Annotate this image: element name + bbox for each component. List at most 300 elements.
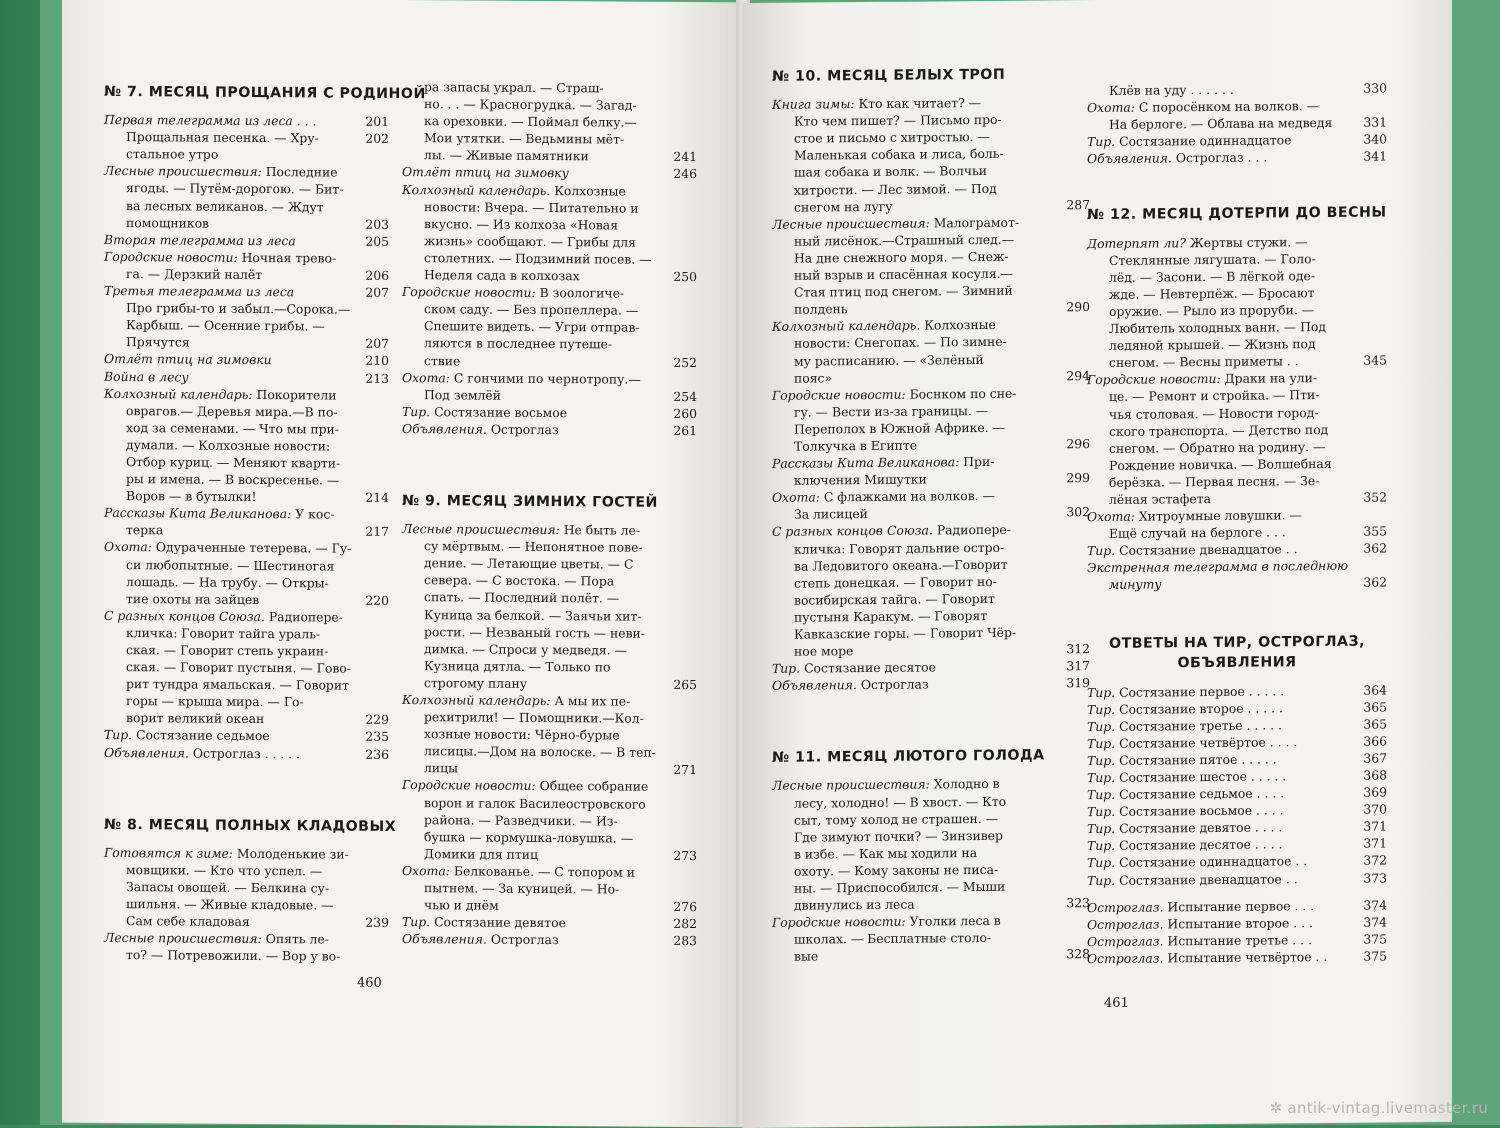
toc-page-number: 374 xyxy=(1353,896,1387,913)
toc-entry-text: С разных концов Союза. Радиопере- xyxy=(104,607,355,626)
toc-entry xyxy=(402,554,697,573)
toc-page-number: 239 xyxy=(355,914,389,931)
toc-entry-text: Переполох в Южной Африке. — xyxy=(772,418,1056,438)
toc-entry-text: Городские новости: Общее собрание xyxy=(402,776,663,795)
toc-entry xyxy=(104,214,389,233)
toc-entry xyxy=(1087,869,1387,889)
toc-entry-text: Отбор куриц. — Меняют кварти- xyxy=(104,453,355,472)
toc-entry xyxy=(402,317,697,336)
toc-entry xyxy=(402,146,697,165)
toc-page-number: 236 xyxy=(355,745,389,762)
toc-page-number: 290 xyxy=(1056,298,1090,315)
toc-entry xyxy=(104,231,389,250)
toc-entry-text: лёд. — Засони. — В лёгкой оде- xyxy=(1087,267,1353,286)
toc-entry-text: ворит великий океан xyxy=(104,709,355,728)
toc-page-number: 213 xyxy=(355,369,389,386)
toc-entry-text: Тир. Состязание девятое . . . . xyxy=(1087,818,1353,837)
toc-entry-text: Книга зимы: Кто как читает? — xyxy=(772,93,1056,113)
toc-entry xyxy=(104,538,389,557)
toc-entry-text: ская. — Говорит степь украин- xyxy=(104,641,355,660)
toc-entry xyxy=(402,862,697,881)
toc-entry-text: Охота: Белкованье. — С топором и xyxy=(402,862,663,881)
toc-entry xyxy=(104,929,389,948)
toc-entry-text: Лесные происшествия: Холодно в xyxy=(772,775,1056,795)
toc-page-number: 374 xyxy=(1353,913,1387,930)
toc-entry-text: Объявления. Остроглаз . . . xyxy=(1087,148,1353,167)
toc-entry xyxy=(104,179,389,198)
toc-entry-text: горы — крыша мира. — Го- xyxy=(104,692,355,711)
toc-entry-text: степь донецкая. — Говорит но- xyxy=(772,572,1056,592)
toc-entry-text: столетних. — Подзимний посев. — xyxy=(402,249,663,268)
toc-entry-text: Городские новости: В зоологиче- xyxy=(402,283,663,302)
toc-entry-text: рехитрили! — Помощники.—Кол- xyxy=(402,708,663,727)
toc-page-number: 206 xyxy=(355,267,389,284)
toc-entry-text: Тир. Состязание десятое . . . . xyxy=(1087,835,1353,854)
toc-page-number: 331 xyxy=(1353,114,1387,131)
toc-entry-text: ход за семенами. — Что мы при- xyxy=(104,419,355,438)
toc-entry-text: Тир. Состязание пятое . . . . . xyxy=(1087,750,1353,769)
toc-entry xyxy=(104,470,389,489)
toc-entry-text: си любопытные. — Шестиногая xyxy=(104,555,355,574)
toc-page-number: 373 xyxy=(1353,869,1387,886)
toc-entry-text: Кто чем пишет? — Письмо про- xyxy=(772,111,1056,131)
toc-page-number: 241 xyxy=(663,148,697,165)
toc-page-number: 250 xyxy=(663,268,697,285)
toc-entry-text: строгому плану xyxy=(402,674,663,693)
toc-entry-text: ледяной крышей. — Жизнь под xyxy=(1087,335,1353,354)
toc-entry-text: рости. — Незваный гость — неви- xyxy=(402,623,663,642)
toc-entry-text: Отлёт птиц на зимовку xyxy=(402,163,663,182)
toc-entry-text: пустыня Каракум. — Говорят xyxy=(772,606,1056,626)
toc-entry xyxy=(104,878,389,897)
toc-entry xyxy=(402,266,697,285)
toc-entry xyxy=(402,198,697,217)
toc-entry-text: восибирская тайга. — Говорит xyxy=(772,589,1056,609)
toc-entry xyxy=(402,845,697,864)
toc-entry-text: Лесные происшествия: Опять ле- xyxy=(104,929,355,948)
right-page-column-2 xyxy=(1087,79,1387,967)
toc-entry xyxy=(402,794,697,813)
toc-entry xyxy=(104,385,389,404)
toc-entry-text: ны. — Приспособился. — Мыши xyxy=(772,877,1056,897)
toc-entry xyxy=(104,844,389,863)
toc-page-number: 367 xyxy=(1353,749,1387,766)
toc-entry xyxy=(402,623,697,642)
toc-entry-text: Городские новости: Уголки леса в xyxy=(772,912,1056,932)
toc-entry-text: За лисицей xyxy=(772,504,1056,524)
toc-entry xyxy=(1087,947,1387,967)
toc-entry-text: Третья телеграмма из леса xyxy=(104,282,355,301)
toc-entry-text: в избе. — Как мы ходили на xyxy=(772,843,1056,863)
toc-entry xyxy=(104,743,389,762)
right-page-number: 461 xyxy=(1104,996,1129,1011)
toc-entry-text: вые xyxy=(772,946,1056,966)
toc-entry-text: ное море xyxy=(772,640,1056,660)
toc-entry xyxy=(402,811,697,830)
toc-entry-text: Неделя сада в колхозах xyxy=(402,266,663,285)
toc-entry xyxy=(402,657,697,676)
toc-entry-text: Охота: Одураченные тетерева. — Гу- xyxy=(104,538,355,557)
toc-page-number: 203 xyxy=(355,215,389,232)
toc-entry xyxy=(104,573,389,592)
toc-entry-text: Тир. Состязание шестое . . . . . xyxy=(1087,767,1353,786)
toc-entry-text: Тир. Состязание третье . . . . . xyxy=(1087,715,1353,734)
toc-entry xyxy=(104,453,389,472)
toc-entry-text: Прощальная песенка. — Хру- xyxy=(104,128,355,147)
toc-entry-text: ный взрыв и спасённая косуля.— xyxy=(772,264,1056,284)
toc-entry-text: снегом. — Весны приметы . . xyxy=(1087,352,1353,371)
toc-entry-text: ра запасы украл. — Страш- xyxy=(402,78,663,97)
toc-entry-text: Спешите видеть. — Угри отправ- xyxy=(402,317,663,336)
toc-page-number: 352 xyxy=(1353,488,1387,505)
toc-entry xyxy=(402,640,697,659)
toc-entry-text: Охота: С флажками на волков. — xyxy=(772,487,1056,507)
toc-entry-text: двинулись из леса xyxy=(772,894,1056,914)
toc-entry-text: рит тундра ямальская. — Говорит xyxy=(104,675,355,694)
toc-entry-text: Тир. Состязание восьмое xyxy=(402,403,663,422)
toc-entry-text: пытнем. — За куницей. — Но- xyxy=(402,879,663,898)
toc-entry xyxy=(104,350,389,369)
toc-entry-text: охоту. — Кому законы не писа- xyxy=(772,860,1056,880)
toc-entry xyxy=(104,641,389,660)
toc-entry-text: Экстренная телеграмма в последнюю xyxy=(1087,557,1353,576)
toc-entry xyxy=(104,333,389,352)
toc-entry-text: Вторая телеграмма из леса xyxy=(104,231,355,250)
toc-page-number: 375 xyxy=(1353,947,1387,964)
toc-entry-text: пояс» xyxy=(772,367,1056,387)
toc-entry xyxy=(402,606,697,625)
toc-entry-text: снегом. — Обратно на родину. — xyxy=(1087,437,1353,456)
toc-entry xyxy=(402,759,697,778)
watermark: ✲ antik-vintag.livemaster.ru xyxy=(1270,1099,1489,1117)
toc-entry-text: Тир. Состязание одиннадцатое xyxy=(1087,131,1353,150)
toc-entry-text: стальное утро xyxy=(104,145,355,164)
toc-entry xyxy=(1087,148,1387,168)
right-page-column-1 xyxy=(772,66,1090,965)
toc-page-number: 362 xyxy=(1353,540,1387,557)
toc-entry xyxy=(402,386,697,405)
toc-entry xyxy=(402,896,697,915)
toc-entry-text: Тир. Состязание десятое xyxy=(772,658,1056,678)
toc-entry-text: спать. — Последний полёт. — xyxy=(402,588,663,607)
toc-entry-text: С разных концов Союза. Радиопере- xyxy=(772,521,1056,541)
toc-entry-text: шильня. — Живые кладовые. — xyxy=(104,895,355,914)
toc-entry-text: Ещё случай на берлоге . . . xyxy=(1087,523,1353,542)
toc-entry xyxy=(402,352,697,371)
toc-entry-text: Любитель холодных ванн. — Под xyxy=(1087,318,1353,337)
toc-entry-text: Объявления. Остроглаз xyxy=(402,930,663,949)
toc-page-number: 235 xyxy=(355,728,389,745)
toc-entry-text: кличка: Говорят дальние остро- xyxy=(772,538,1056,558)
toc-entry xyxy=(402,674,697,693)
toc-entry xyxy=(1087,574,1387,594)
toc-entry-text: стое и письмо с хитростью. — xyxy=(772,128,1056,148)
toc-entry xyxy=(104,590,389,609)
toc-entry-text: Рассказы Кита Великанова: У кос- xyxy=(104,504,355,523)
toc-entry-text: ва лесных великанов. — Ждут xyxy=(104,196,355,215)
toc-page-number: 283 xyxy=(663,932,697,949)
toc-entry-text: Кавказские горы. — Говорит Чёр- xyxy=(772,623,1056,643)
toc-page-number: 366 xyxy=(1353,732,1387,749)
toc-entry-text: лёная эстафета xyxy=(1087,489,1353,508)
toc-page-number: 207 xyxy=(355,284,389,301)
toc-entry-text: школах. — Бесплатные столо- xyxy=(772,929,1056,949)
toc-entry-text: Кузница дятла. — Только по xyxy=(402,657,663,676)
toc-entry xyxy=(402,283,697,302)
toc-page-number: 296 xyxy=(1056,435,1090,452)
toc-page-number: 369 xyxy=(1353,784,1387,801)
toc-entry-text: Сам себе кладовая xyxy=(104,912,355,931)
toc-page-number: 375 xyxy=(1353,930,1387,947)
toc-entry-text: ключения Мишутки xyxy=(772,470,1056,490)
toc-entry-text: ры и имена. — В воскресенье. — xyxy=(104,470,355,489)
toc-page-number: 365 xyxy=(1353,698,1387,715)
toc-entry-text: думали. — Колхозные новости: xyxy=(104,436,355,455)
toc-page-number: 260 xyxy=(663,405,697,422)
toc-entry-text: оврагов.— Деревья мира.—В по- xyxy=(104,402,355,421)
section-heading: № 8. МЕСЯЦ ПОЛНЫХ КЛАДОВЫХ xyxy=(104,817,389,836)
toc-entry-text: лошадь. — На трубу. — Откры- xyxy=(104,573,355,592)
toc-entry-text: но. . . — Красногрудка. — Загад- xyxy=(402,95,663,114)
toc-entry-text: ва Ледовитого океана.—Говорит xyxy=(772,555,1056,575)
toc-entry xyxy=(402,300,697,319)
toc-entry xyxy=(104,436,389,455)
toc-entry-text: берёзка. — Первая песня. — Зе- xyxy=(1087,472,1353,491)
toc-entry-text: Охота: Хитроумные ловушки. — xyxy=(1087,506,1353,525)
toc-entry-text: шая собака и волк. — Волчьи xyxy=(772,162,1056,182)
toc-entry xyxy=(402,369,697,388)
toc-entry xyxy=(104,316,389,335)
toc-entry-text: Прячутся xyxy=(104,333,355,352)
toc-entry-text: лисицы.—Дом на волоске. — В теп- xyxy=(402,742,663,761)
section-heading: № 12. МЕСЯЦ ДОТЕРПИ ДО ВЕСНЫ xyxy=(1087,205,1387,225)
toc-entry xyxy=(104,607,389,626)
section-gap xyxy=(1087,165,1387,208)
toc-page-number: 201 xyxy=(355,113,389,130)
toc-entry-text: Первая телеграмма из леса . . . xyxy=(104,111,355,130)
toc-entry-text: Запасы овощей. — Белкина су- xyxy=(104,878,355,897)
toc-entry xyxy=(402,181,697,200)
toc-entry-text: дение. — Летающие цветы. — С xyxy=(402,554,663,573)
toc-entry xyxy=(104,299,389,318)
toc-entry xyxy=(104,367,389,386)
toc-entry xyxy=(104,521,389,540)
toc-entry-text: полдень xyxy=(772,299,1056,319)
left-page-number: 460 xyxy=(357,976,382,991)
toc-page-number: 345 xyxy=(1353,352,1387,369)
toc-entry-text: Лесные происшествия: Последние xyxy=(104,162,355,181)
toc-entry-text: хозные новости: Чёрно-бурые xyxy=(402,725,663,744)
toc-entry-text: Тир. Состязание восьмое . . . . xyxy=(1087,801,1353,820)
toc-entry xyxy=(402,537,697,556)
toc-entry xyxy=(104,128,389,147)
toc-page-number: 252 xyxy=(663,353,697,370)
toc-entry xyxy=(104,282,389,301)
toc-entry-text: тие охоты на зайцев xyxy=(104,590,355,609)
toc-page-number: 323 xyxy=(1056,894,1090,911)
toc-page-number: 287 xyxy=(1056,196,1090,213)
toc-page-number: 271 xyxy=(663,761,697,778)
toc-page-number: 312 xyxy=(1056,640,1090,657)
toc-entry xyxy=(104,675,389,694)
toc-entry xyxy=(772,945,1090,965)
toc-entry-text: Колхозный календарь: А мы их пе- xyxy=(402,691,663,710)
toc-entry-text: Объявления. Остроглаз xyxy=(402,420,663,439)
toc-entry-text: Клёв на уду . . . . . . xyxy=(1087,80,1353,99)
toc-entry-text: бушка — кормушка-ловушка. — xyxy=(402,828,663,847)
toc-page-number: 355 xyxy=(1353,523,1387,540)
toc-entry-text: Городские новости: Боснком по сне- xyxy=(772,384,1056,404)
toc-entry-text: ягоды. — Путём-дорогою. — Бит- xyxy=(104,179,355,198)
toc-entry-text: Тир. Состязание двенадцатое . . xyxy=(1087,540,1353,559)
toc-entry xyxy=(402,403,697,422)
toc-entry xyxy=(104,895,389,914)
toc-page-number: 273 xyxy=(663,847,697,864)
toc-entry-text: Колхозный календарь. Колхозные xyxy=(772,316,1056,336)
toc-entry xyxy=(104,555,389,574)
toc-entry-text: гу. — Вести из-за границы. — xyxy=(772,401,1056,421)
toc-entry-text: Про грибы-то и забыл.—Сорока.— xyxy=(104,299,355,318)
toc-entry xyxy=(402,930,697,949)
section-heading: ОТВЕТЫ НА ТИР, ОСТРОГЛАЗ, ОБЪЯВЛЕНИЯ xyxy=(1087,631,1387,674)
toc-entry-text: терка xyxy=(104,521,355,540)
toc-entry-text: Тир. Состязание седьмое xyxy=(104,726,355,745)
toc-entry-text: вкусно. — Из колхоза «Новая xyxy=(402,215,663,234)
section-gap xyxy=(772,691,1090,750)
toc-page-number: 254 xyxy=(663,388,697,405)
section-heading: № 11. МЕСЯЦ ЛЮТОГО ГОЛОДА xyxy=(772,747,1090,767)
toc-entry xyxy=(104,196,389,215)
toc-entry-text: Тир. Состязание первое . . . . . xyxy=(1087,681,1353,700)
toc-page-number: 261 xyxy=(663,422,697,439)
toc-entry-text: лы. — Живые памятники xyxy=(402,146,663,165)
toc-entry-text: Толкучка в Египте xyxy=(772,435,1056,455)
toc-entry-text: ская. — Говорит пустыня. — Гово- xyxy=(104,658,355,677)
toc-entry-text: района. — Разведчики. — Из- xyxy=(402,811,663,830)
toc-entry xyxy=(402,249,697,268)
toc-page-number: 328 xyxy=(1056,945,1090,962)
toc-entry-text: Тир. Состязание четвёртое . . . . xyxy=(1087,733,1353,752)
toc-entry xyxy=(104,111,389,130)
toc-entry-text: Готовятся к зиме: Молоденькие зи- xyxy=(104,844,355,863)
toc-entry-text: Остроглаз. Испытание второе . . . xyxy=(1087,914,1353,933)
toc-entry-text: це. — Ремонт и стройка. — Пти- xyxy=(1087,386,1353,405)
toc-entry-text: Война в лесу xyxy=(104,367,355,386)
toc-page-number: 368 xyxy=(1353,766,1387,783)
toc-entry-text: новости: Снегопах. — По зимне- xyxy=(772,333,1056,353)
toc-entry-text: кличка: Говорит тайга ураль- xyxy=(104,624,355,643)
toc-entry xyxy=(402,913,697,932)
toc-entry xyxy=(402,112,697,131)
toc-entry-text: Маленькая собака и лиса, боль- xyxy=(772,145,1056,165)
toc-page-number: 220 xyxy=(355,591,389,608)
toc-entry xyxy=(402,879,697,898)
toc-entry-text: минуту xyxy=(1087,574,1353,593)
toc-page-number: 214 xyxy=(355,489,389,506)
toc-entry xyxy=(104,162,389,181)
toc-page-number: 319 xyxy=(1056,674,1090,691)
right-page xyxy=(742,0,1452,1128)
toc-entry-text: Тир. Состязание двенадцатое . . xyxy=(1087,869,1353,888)
toc-entry-text: Остроглаз. Испытание третье . . . xyxy=(1087,931,1353,950)
toc-entry-text: га. — Дерзкий налёт xyxy=(104,265,355,284)
toc-entry-text: Мои утятки. — Ведьмины мёт- xyxy=(402,129,663,148)
toc-entry-text: Объявления. Остроглаз xyxy=(772,675,1056,695)
toc-entry xyxy=(104,265,389,284)
toc-entry-text: Охота: С гончими по чернотропу.— xyxy=(402,369,663,388)
toc-page-number: 217 xyxy=(355,523,389,540)
left-page-column-2 xyxy=(402,78,697,949)
toc-entry-text: жде. — Невтерпёж. — Бросают xyxy=(1087,284,1353,303)
toc-page-number: 229 xyxy=(355,711,389,728)
section-gap xyxy=(104,761,389,819)
toc-entry-text: Под землёй xyxy=(402,386,663,405)
toc-entry-text: ный лисёнок.—Страшный след.— xyxy=(772,230,1056,250)
toc-entry-text: На берлоге. — Облава на медведя xyxy=(1087,114,1353,133)
toc-entry xyxy=(104,624,389,643)
toc-entry xyxy=(402,232,697,251)
toc-page-number: 340 xyxy=(1353,131,1387,148)
toc-entry-text: мовщики. — Кто что успел. — xyxy=(104,861,355,880)
toc-entry-text: димка. — Спроси у медведя. — xyxy=(402,640,663,659)
toc-entry-text: ского транспорта. — Детство под xyxy=(1087,420,1353,439)
toc-entry-text: су мёртвым. — Непонятное пове- xyxy=(402,537,663,556)
toc-entry-text: чью и днём xyxy=(402,896,663,915)
toc-entry xyxy=(402,828,697,847)
toc-entry xyxy=(104,861,389,880)
toc-entry-text: Рассказы Кита Великанова: При- xyxy=(772,452,1056,472)
section-heading: № 7. МЕСЯЦ ПРОЩАНИЯ С РОДИНОЙ xyxy=(104,84,389,103)
toc-entry-text: лицы xyxy=(402,759,663,778)
toc-page-number: 330 xyxy=(1353,79,1387,96)
toc-entry xyxy=(402,776,697,795)
toc-entry-text: Колхозный календарь. Колхозные xyxy=(402,181,663,200)
toc-entry-text: Где зимуют почки? — Зинзивер xyxy=(772,826,1056,846)
toc-entry-text: Лесные происшествия: Не быть ле- xyxy=(402,520,663,539)
section-heading: № 10. МЕСЯЦ БЕЛЫХ ТРОП xyxy=(772,66,1090,86)
toc-entry xyxy=(402,588,697,607)
toc-page-number: 372 xyxy=(1353,852,1387,869)
toc-entry xyxy=(104,402,389,421)
toc-page-number: 207 xyxy=(355,335,389,352)
toc-entry xyxy=(402,742,697,761)
toc-entry-text: ском саду. — Без пропеллера. — xyxy=(402,300,663,319)
toc-page-number: 302 xyxy=(1056,503,1090,520)
toc-page-number: 246 xyxy=(663,165,697,182)
toc-entry xyxy=(104,912,389,931)
toc-entry-text: Дотерпят ли? Жертвы стужи. — xyxy=(1087,232,1353,251)
toc-page-number: 205 xyxy=(355,232,389,249)
toc-entry xyxy=(104,419,389,438)
toc-entry-text: чья столовая. — Новости город- xyxy=(1087,403,1353,422)
toc-page-number: 370 xyxy=(1353,801,1387,818)
toc-entry-text: лесу, холодно! — В хвост. — Кто xyxy=(772,792,1056,812)
toc-entry xyxy=(104,248,389,267)
toc-page-number: 364 xyxy=(1353,681,1387,698)
toc-entry xyxy=(104,145,389,164)
toc-entry-text: Тир. Состязание седьмое . . . . xyxy=(1087,784,1353,803)
toc-page-number: 341 xyxy=(1353,148,1387,165)
toc-entry-text: ворон и галок Василеостровского xyxy=(402,794,663,813)
toc-page-number: 202 xyxy=(355,130,389,147)
toc-entry xyxy=(402,571,697,590)
toc-entry-text: Домики для птиц xyxy=(402,845,663,864)
toc-entry-text: севера. — С востока. — Пора xyxy=(402,571,663,590)
toc-entry xyxy=(402,520,697,539)
toc-page-number: 299 xyxy=(1056,469,1090,486)
toc-entry xyxy=(772,674,1090,694)
toc-entry-text: Тир. Состязание девятое xyxy=(402,913,663,932)
